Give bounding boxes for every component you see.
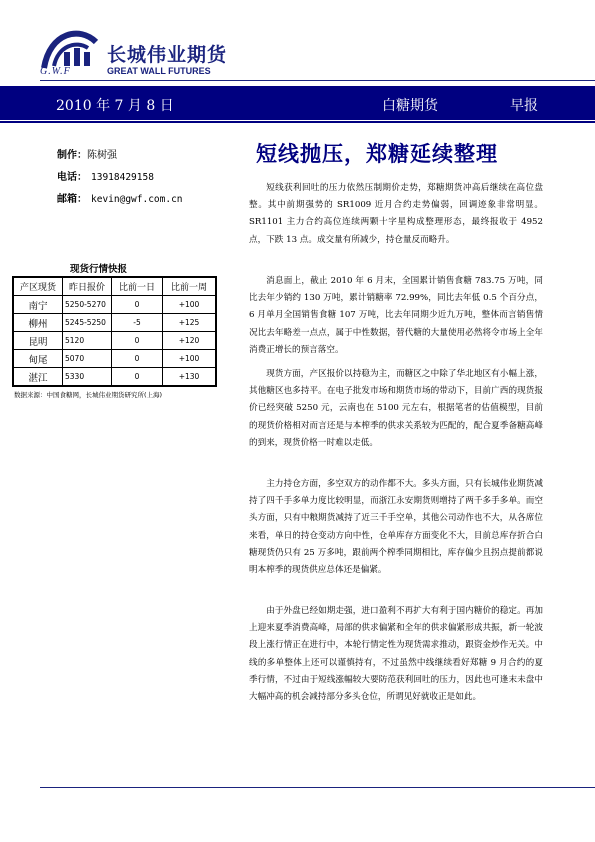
- table-row: [13, 350, 216, 368]
- email-line: [57, 190, 183, 205]
- price-cell: 5245-5250: [63, 314, 112, 332]
- report-title: 短线抛压，郑糖延续整理: [256, 142, 498, 166]
- col-region: 产区现货: [13, 277, 63, 296]
- price-cell: 5250-5270: [63, 296, 112, 314]
- data-source-note: 数据来源：中国食糖网，长城伟业期货研究所(上海): [14, 391, 163, 399]
- brand-name-cn: 长城伟业期货: [107, 44, 228, 66]
- week-change-cell: +125: [163, 314, 217, 332]
- col-week-change: 比前一周: [163, 277, 217, 296]
- phone-number: 13918429158: [91, 172, 154, 183]
- report-type: 早报: [510, 98, 538, 114]
- paragraph: 消息面上，截止 2010 年 6 月末，全国累计销售食糖 783.75 万吨，同比去年少销约 130 万吨，累计销糖率 72.99%，同比去年低 0.5 个百分点，6 月单月全国销售食糖 107 万吨，比去年同期少近九万吨，整体而言销售情况比去年略差一点点，属于中性数据，替代糖的大量使用必然将令市场上全年消费正增长的预言落空。: [249, 276, 543, 355]
- paragraph: 主力持仓方面，多空双方的动作都不大。多头方面，只有长城伟业期货减持了四千手多单力度比较明显，而浙江永安期货则增持了两千多手多单。而空头方面，只有中粮期货减持了近三千手空单，其他公司动作也不大，从各席位来看，单日的持仓变动方向中性，仓单库存方面变化不大，目前总库存折合白糖现货仍只有 25 万多吨，跟前两个榨季同期相比，库存偏少且拐点提前都说明本榨季的现货供应总体还是偏紧。: [249, 479, 543, 576]
- report-date: 2010 年 7 月 8 日: [56, 98, 174, 114]
- phone-label: 电话：: [57, 172, 87, 183]
- region-cell: 柳州: [13, 314, 63, 332]
- phone-line: [57, 168, 154, 183]
- day-change-cell: 0: [112, 332, 163, 350]
- report-banner: [0, 86, 595, 120]
- price-cell: 5120: [63, 332, 112, 350]
- paragraph: 由于外盘已经如期走强，进口盈利不再扩大有利于国内糖价的稳定。再加上迎来夏季消费高峰，局部的供求偏紧和全年的供求偏紧形成共振，新一轮波段上涨行情正在进行中，本轮行情定性为现货需求推动，跟资金炒作无关。中线的多单整体上还可以谨慎持有，不过虽然中线继续看好郑糖 9 月合约的夏季行情，不过由于短线涨幅较大要防范获利回吐的压力，因此也可逢末未盘中大幅冲高的机会减持部分多头仓位，所谓见好就收正是如此。: [249, 606, 543, 703]
- banner-rule: [0, 121, 595, 123]
- region-cell: 湛江: [13, 368, 63, 387]
- author-line: [57, 146, 117, 161]
- paragraph: 短线获利回吐的压力依然压制期价走势，郑糖期货冲高后继续在高位盘整。其中前期强势的 SR1009 近月合约走势偏弱，回调迹象非常明显。SR1101 主力合约高位连续两颗十字星构成整理形态，最终报收于 4952 点，下跌 13 点。成交量有所减少，持仓量反而略升。: [249, 183, 543, 245]
- col-price: 昨日报价: [63, 277, 112, 296]
- day-change-cell: 0: [112, 296, 163, 314]
- day-change-cell: -5: [112, 314, 163, 332]
- week-change-cell: +100: [163, 350, 217, 368]
- price-cell: 5070: [63, 350, 112, 368]
- quote-table: [12, 276, 217, 387]
- email-label: 邮箱：: [57, 194, 87, 205]
- week-change-cell: +100: [163, 296, 217, 314]
- report-product: 白糖期货: [382, 98, 438, 114]
- table-row: [13, 296, 216, 314]
- paragraph: 现货方面，产区报价以持稳为主，而糖区之中除了华北地区有小幅上涨，其他糖区也多持平。在电子批发市场和期货市场的带动下，目前广西的现货报价已经突破 5250 元，云南也在 5100 元左右，根据笔者的估值模型，目前的现货价格相对而言还是与本榨季的供求关系较为匹配的，配合夏季备糖高峰的到来，现货价格一时难以走低。: [249, 369, 543, 448]
- week-change-cell: +120: [163, 332, 217, 350]
- author-label: 制作：: [57, 150, 87, 161]
- day-change-cell: 0: [112, 350, 163, 368]
- table-row: [13, 332, 216, 350]
- brand-abbr: G.W.F: [40, 66, 71, 77]
- region-cell: 昆明: [13, 332, 63, 350]
- region-cell: 甸尾: [13, 350, 63, 368]
- table-row: [13, 314, 216, 332]
- quote-table-header: [13, 277, 216, 296]
- col-day-change: 比前一日: [112, 277, 163, 296]
- week-change-cell: +130: [163, 368, 217, 387]
- price-cell: 5330: [63, 368, 112, 387]
- footer-rule: [40, 787, 595, 788]
- header-rule: [40, 80, 595, 81]
- brand-name-en: GREAT WALL FUTURES: [107, 66, 211, 76]
- table-row: [13, 368, 216, 387]
- email-address: kevin@gwf.com.cn: [91, 194, 183, 205]
- region-cell: 南宁: [13, 296, 63, 314]
- day-change-cell: 0: [112, 368, 163, 387]
- author-name: 陈树强: [87, 150, 117, 161]
- quote-table-title: 现货行情快报: [70, 264, 128, 275]
